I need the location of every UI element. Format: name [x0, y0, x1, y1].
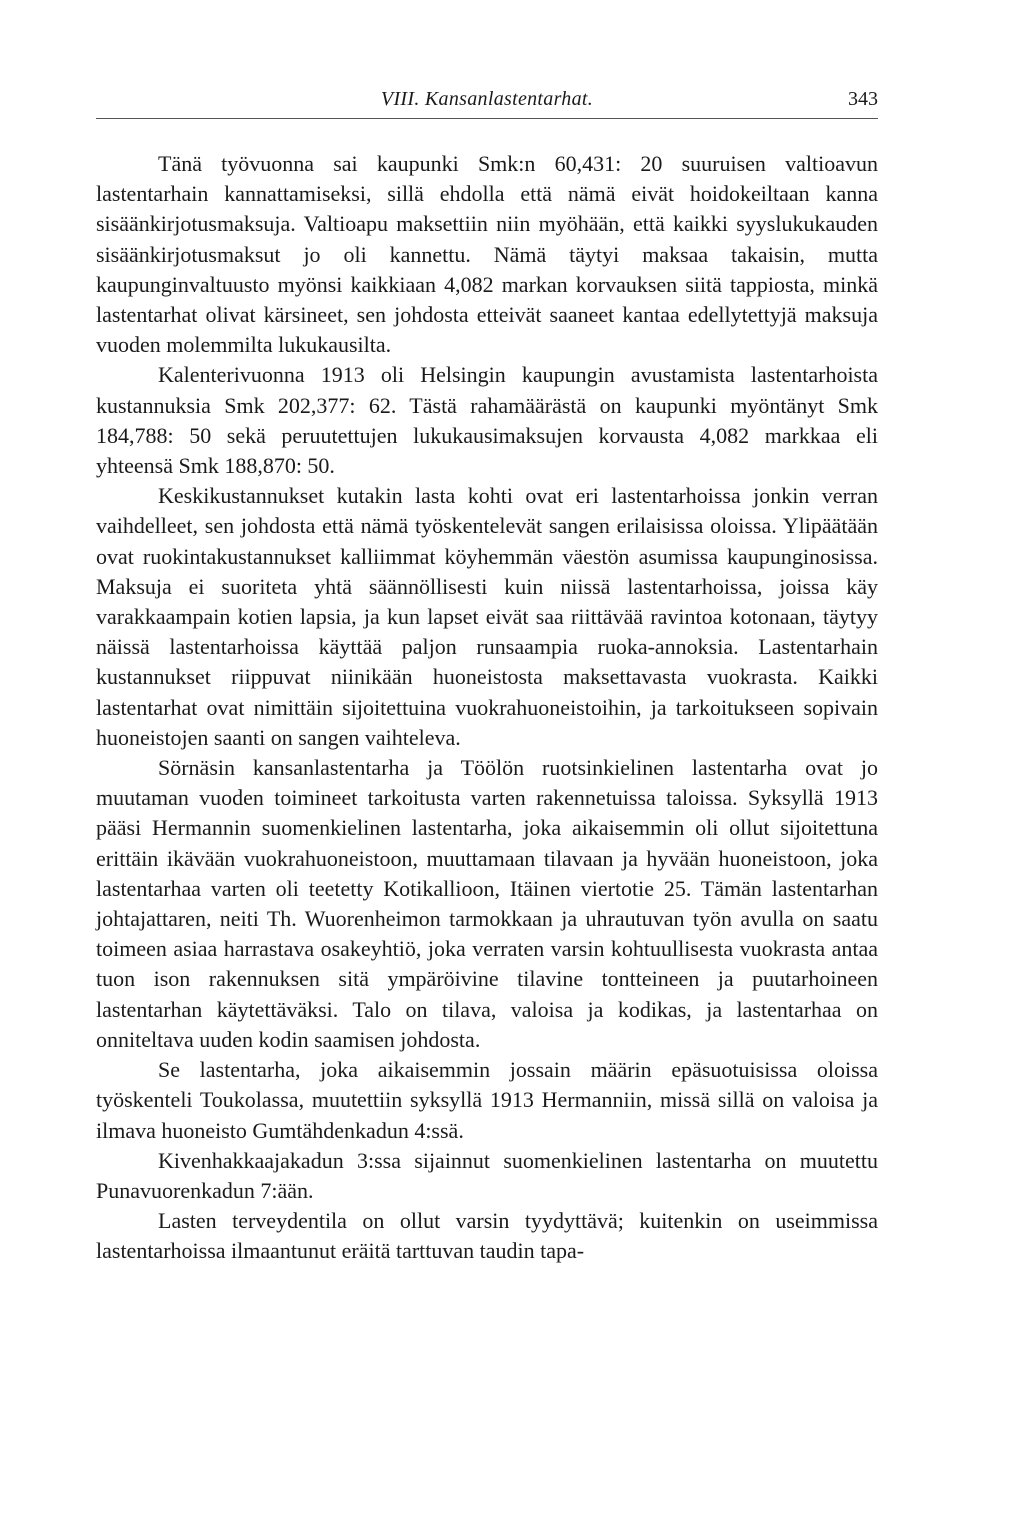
- page-number: 343: [848, 88, 878, 110]
- chapter-title: VIII. Kansanlastentarhat.: [380, 88, 594, 110]
- body-text: [96, 149, 878, 1267]
- paragraph-average-costs: Keskikustannukset kutakin lasta kohti ovat eri lastentarhoissa jonkin verran vaihdelleet, sen johdosta että nämä työskentelevät sangen erilaisissa oloissa. Ylipäätään ovat ruokintakustannukset kalliimmat köyhemmän väestön asumissa kaupunginosissa. Maksuja ei suoriteta yhtä säännöllisesti kuin niissä lastentarhoissa, joissa käy varakkaampain kotien lapsia, ja kun lapset eivät saa riittävää ravintoa kotonaan, täytyy näissä lastentarhoissa käyttää paljon runsaampia ruoka-annoksia. Lastentarhain kustannukset riippuvat niinikään huoneistosta maksettavasta vuokrasta. Kaikki lastentarhat ovat nimittäin sijoitettuina vuokrahuoneistoihin, ja tarkoitukseen sopivain huoneistojen saanti on sangen vaihteleva.: [96, 483, 878, 750]
- header-rule: [96, 118, 878, 119]
- paragraph-state-aid: Tänä työvuonna sai kaupunki Smk:n 60,431: 20 suuruisen valtioavun lastentarhain kannattamiseksi, sillä ehdolla että nämä eivät hoidokeiltaan kanna sisäänkirjotusmaksuja. Valtioapu maksettiin niin myöhään, että kaikki syyslukukauden sisäänkirjotusmaksut jo oli kannettu. Nämä täytyi maksaa takaisin, mutta kaupunginvaltuusto myönsi kaikkiaan 4,082 markan korvauksen siitä tappiosta, minkä lastentarhat olivat kärsineet, sen johdosta etteivät saaneet kantaa edellytettyjä maksuja vuoden molemmilta lukukausilta.: [96, 151, 878, 358]
- running-header: [96, 84, 878, 118]
- paragraph-toukola-move: Se lastentarha, joka aikaisemmin jossain määrin epäsuotuisissa oloissa työskenteli Toukolassa, muutettiin syksyllä 1913 Hermanniin, missä sillä on valoisa ja ilmava huoneisto Gumtähdenkadun 4:ssä.: [96, 1057, 878, 1143]
- paragraph-kivenhakkaajakatu-move: Kivenhakkaajakadun 3:ssa sijainnut suomenkielinen lastentarha on muutettu Punavuorenkadun 7:ään.: [96, 1147, 878, 1203]
- paragraph-costs-1913: Kalenterivuonna 1913 oli Helsingin kaupungin avustamista lastentarhoista kustannuksia Smk 202,377: 62. Tästä rahamäärästä on kaupunki myöntänyt Smk 184,788: 50 sekä peruutettujen lukukausimaksujen korvausta 4,082 markkaa eli yhteensä Smk 188,870: 50.: [96, 362, 878, 479]
- paragraph-health: Lasten terveydentila on ollut varsin tyydyttävä; kuitenkin on useimmissa lastentarhoissa ilmaantunut eräitä tarttuvan taudin tapa-: [96, 1208, 878, 1264]
- paragraph-premises: Sörnäsin kansanlastentarha ja Töölön ruotsinkielinen lastentarha ovat jo muutaman vuoden toimineet tarkoitusta varten rakennetuissa taloissa. Syksyllä 1913 pääsi Hermannin suomenkielinen lastentarha, joka aikaisemmin oli ollut sijoitettuna erittäin ikävään vuokrahuoneistoon, muuttamaan tilavaan ja hyvään huoneistoon, joka lastentarhaa varten oli teetetty Kotikallioon, Itäinen viertotie 25. Tämän lastentarhan johtajattaren, neiti Th. Wuorenheimon tarmokkaan ja uhrautuvan työn avulla on saatu toimeen asiaa harrastava osakeyhtiö, joka verraten varsin kohtuullisesta vuokrasta antaa tuon ison rakennuksen sitä ympäröivine tilavine tontteineen ja puutarhoineen lastentarhan käytettäväksi. Talo on tilava, valoisa ja kodikas, ja lastentarhaa on onniteltava uuden kodin saamisen johdosta.: [96, 755, 878, 1052]
- book-page: [96, 84, 878, 1267]
